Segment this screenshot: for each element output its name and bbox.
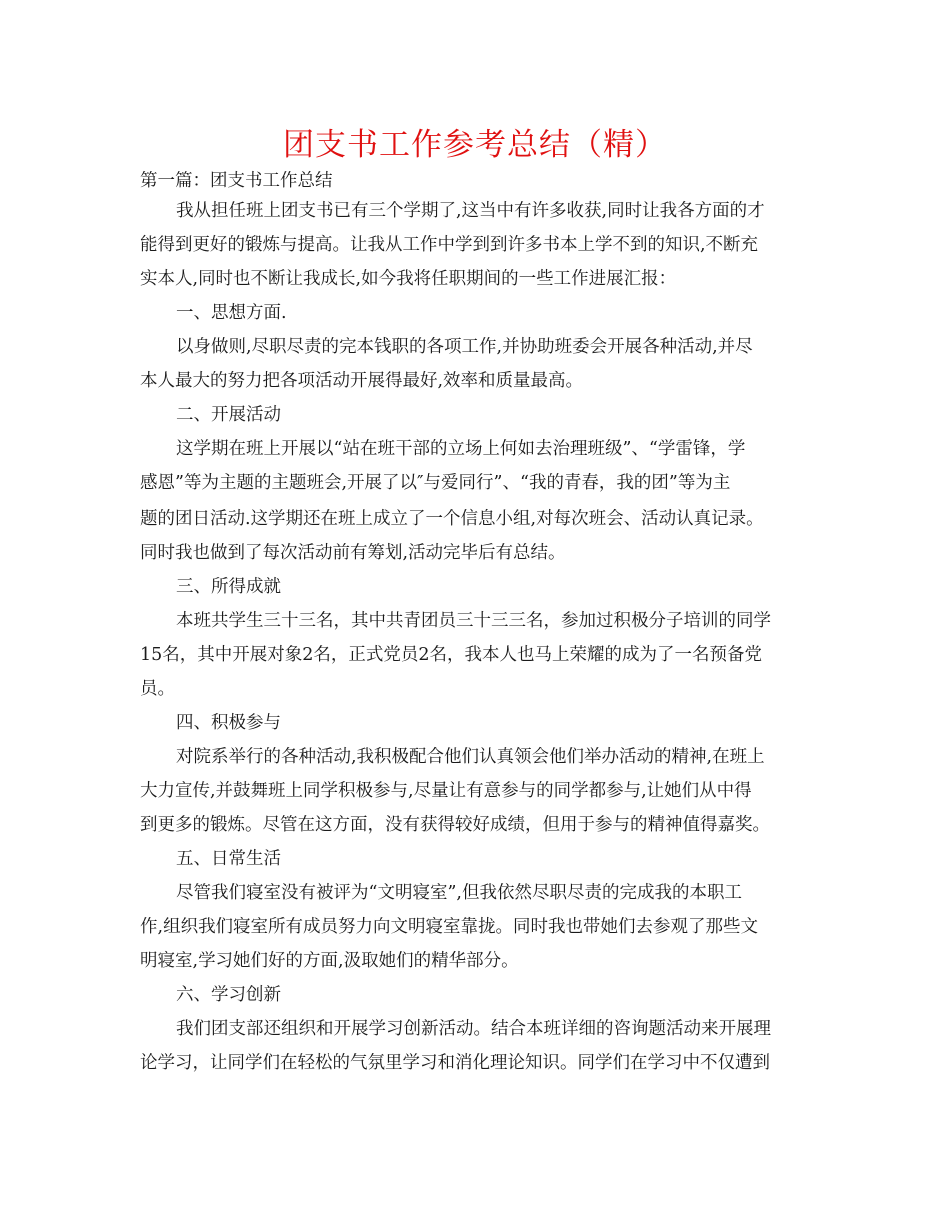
paragraph-line: 能得到更好的锻炼与提高。让我从工作中学到到许多书本上学不到的知识,不断充 bbox=[140, 235, 759, 255]
document-body bbox=[140, 166, 812, 1082]
subsection-heading: 三、所得成就 bbox=[176, 577, 281, 597]
paragraph-line: 感恩”等为主题的主题班会,开展了以″与爱同行”、“我的青春，我的团”等为主 bbox=[140, 473, 731, 493]
paragraph-line: 对院系举行的各种活动,我积极配合他们认真领会他们举办活动的精神,在班上 bbox=[176, 747, 765, 767]
paragraph-line: 本班共学生三十三名，其中共青团员三十三三名，参加过积极分子培训的同学 bbox=[176, 611, 771, 631]
paragraph-line: 题的团日活动.这学期还在班上成立了一个信息小组,对每次班会、活动认真记录。 bbox=[140, 509, 764, 529]
paragraph-line: 员。 bbox=[140, 679, 175, 699]
paragraph-line: 15名，其中开展对象2名，正式党员2名，我本人也马上荣耀的成为了一名预备党 bbox=[140, 645, 763, 665]
paragraph-line: 同时我也做到了每次活动前有筹划,活动完毕后有总结。 bbox=[140, 543, 566, 563]
paragraph-line: 以身做则,尽职尽责的完本钱职的各项工作,并协助班委会开展各种活动,并尽 bbox=[176, 337, 753, 357]
document-title: 团支书工作参考总结（精） bbox=[283, 127, 667, 163]
paragraph-line: 我从担任班上团支书已有三个学期了,这当中有许多收获,同时让我各方面的才 bbox=[176, 201, 765, 221]
paragraph-line: 作,组织我们寝室所有成员努力向文明寝室靠拢。同时我也带她们去参观了那些文 bbox=[140, 917, 759, 937]
subsection-heading: 六、学习创新 bbox=[176, 985, 281, 1005]
paragraph-line: 我们团支部还组织和开展学习创新活动。结合本班详细的咨询题活动来开展理 bbox=[176, 1019, 771, 1039]
subsection-heading: 二、开展活动 bbox=[176, 405, 281, 425]
paragraph-line: 明寝室,学习她们好的方面,汲取她们的精华部分。 bbox=[140, 951, 519, 971]
paragraph-line: 这学期在班上开展以“站在班干部的立场上何如去治理班级”、“学雷锋，学 bbox=[176, 439, 746, 459]
subsection-heading: 一、思想方面. bbox=[176, 303, 287, 323]
paragraph-line: 实本人,同时也不断让我成长,如今我将任职期间的一些工作进展汇报： bbox=[140, 269, 677, 289]
paragraph-line: 大力宣传,并鼓舞班上同学积极参与,尽量让有意参与的同学都参与,让她们从中得 bbox=[140, 781, 752, 801]
section-heading: 第一篇：团支书工作总结 bbox=[140, 171, 333, 191]
paragraph-line: 本人最大的努力把各项活动开展得最好,效率和质量最高。 bbox=[140, 371, 584, 391]
subsection-heading: 五、日常生活 bbox=[176, 849, 281, 869]
paragraph-line: 论学习，让同学们在轻松的气氛里学习和消化理论知识。同学们在学习中不仅遭到 bbox=[140, 1053, 770, 1073]
subsection-heading: 四、积极参与 bbox=[176, 713, 281, 733]
paragraph-line: 到更多的锻炼。尽管在这方面，没有获得较好成绩，但用于参与的精神值得嘉奖。 bbox=[140, 815, 770, 835]
paragraph-line: 尽管我们寝室没有被评为“文明寝室”,但我依然尽职尽责的完成我的本职工 bbox=[176, 883, 742, 903]
